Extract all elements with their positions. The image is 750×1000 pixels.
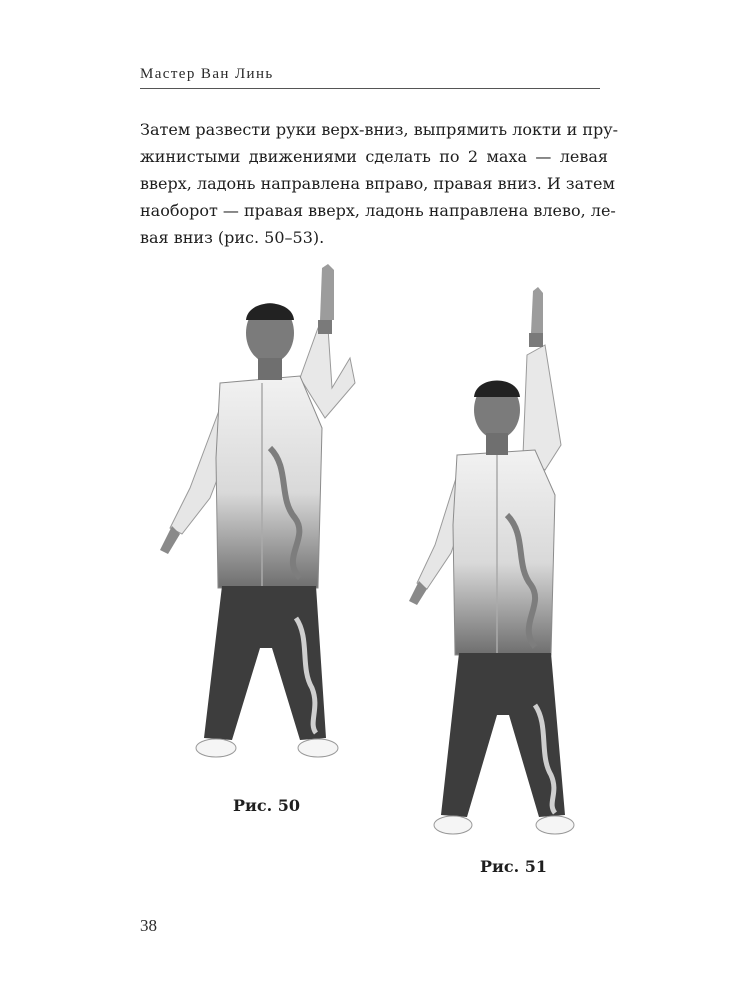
figure-caption: Рис. 50 [233, 796, 301, 815]
header-rule [140, 88, 600, 89]
body-paragraph [140, 116, 619, 251]
tai-chi-figure-illustration [150, 258, 370, 768]
figure-caption: Рис. 51 [480, 857, 548, 876]
paragraph-line: вая вниз (рис. 50–53). [140, 228, 325, 247]
running-head: Мастер Ван Линь [140, 66, 274, 82]
tai-chi-figure-illustration [405, 285, 605, 840]
paragraph-line: наоборот — правая вверх, ладонь направлена влево, ле- [140, 201, 616, 220]
paragraph-line: Затем развести руки верх-вниз, выпрямить локти и пру- [140, 120, 619, 139]
paragraph-line: вверх, ладонь направлена вправо, правая вниз. И затем [140, 174, 615, 193]
figure-50-photo [150, 258, 370, 768]
page-number: 38 [140, 916, 157, 935]
figure-51-photo [405, 285, 605, 840]
paragraph-line: жинистыми движениями сделать по 2 маха — левая [140, 147, 608, 166]
